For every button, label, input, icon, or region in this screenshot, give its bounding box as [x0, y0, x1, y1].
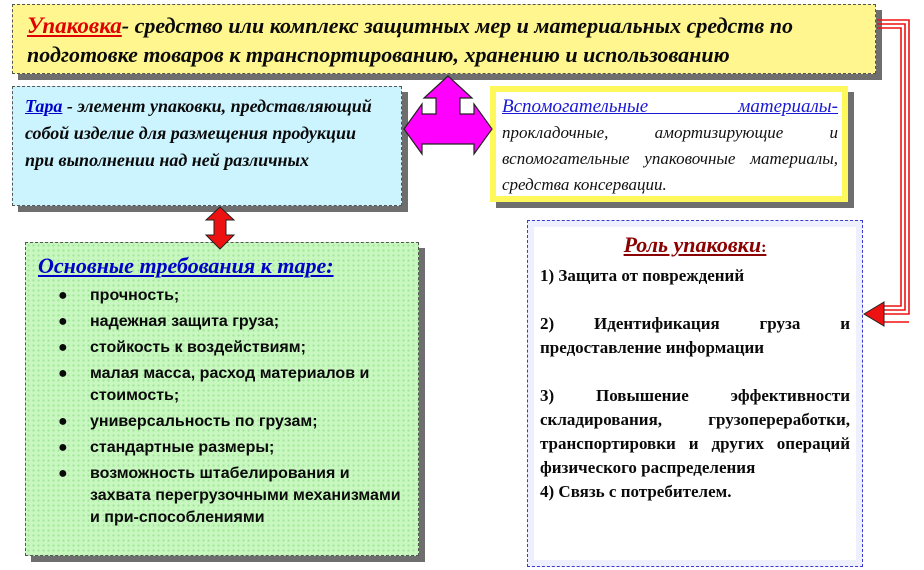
bullet-icon: ● [58, 413, 68, 430]
bullet-icon: ● [58, 313, 68, 330]
tara-text: - элемент упаковки, представляющий собой изделие для размещения продукции при выполнении над ней различных [25, 96, 372, 170]
list-item-text: стойкость к воздействиям; [90, 339, 306, 356]
packaging-title: Упаковка [27, 13, 122, 38]
role-title-text: Роль упаковки [623, 232, 762, 257]
three-way-arrow-icon [404, 76, 492, 154]
auxiliary-text: прокладочные, амортизирующие и вспомогательные упаковочные материалы, средства консервации. [502, 123, 838, 194]
list-item-text: возможность штабелирования и захвата перегрузочными механизмами и при-способлениями [90, 465, 401, 526]
bullet-icon: ● [58, 365, 68, 382]
tara-title: Тара [25, 96, 63, 116]
auxiliary-title: Вспомогательные материалы- [502, 96, 838, 117]
bullet-icon: ● [58, 439, 68, 456]
bullet-icon: ● [58, 465, 68, 482]
list-item-text: универсальность по грузам; [90, 413, 318, 430]
connector-arrow-icon [877, 20, 909, 322]
bullet-icon: ● [58, 339, 68, 356]
role-title-colon: : [761, 239, 767, 256]
connector-arrowhead-icon [864, 302, 884, 326]
role-item-2: 2) Идентификация груза и предоставление информации [540, 314, 850, 357]
bullet-icon: ● [58, 287, 68, 304]
list-item-text: прочность; [90, 287, 180, 304]
role-item-1: 1) Защита от повреждений [540, 266, 745, 285]
list-item-text: малая масса, расход материалов и стоимость; [90, 365, 370, 404]
packaging-definition-text: - средство или комплекс защитных мер и материальных средств по подготовке товаров к транспортированию, хранению и использованию [27, 13, 793, 67]
role-item-4: 4) Связь с потребителем. [540, 482, 732, 501]
role-item-3: 3) Повышение эффективности складирования, грузопереработки, транспортировки и других операций физического распределения [540, 386, 850, 477]
requirements-heading: Основные требования к таре: [38, 253, 334, 278]
list-item-text: стандартные размеры; [90, 439, 275, 456]
list-item-text: надежная защита груза; [90, 313, 280, 330]
double-arrow-icon [206, 207, 234, 249]
